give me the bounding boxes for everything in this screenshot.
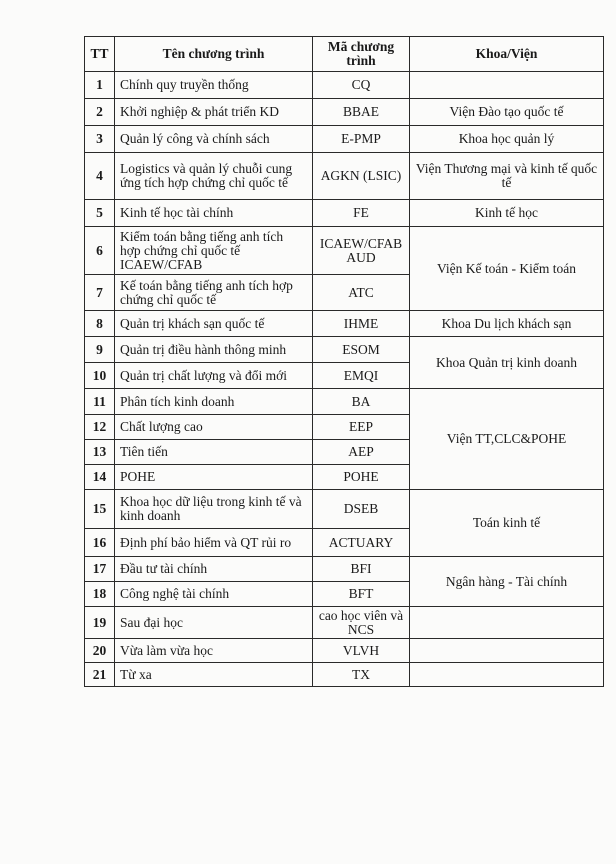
row-number: 6	[85, 227, 115, 275]
program-code: E-PMP	[313, 126, 410, 153]
program-name: Quản trị điều hành thông minh	[115, 337, 313, 363]
program-code: VLVH	[313, 639, 410, 663]
program-name: Chính quy truyền thống	[115, 72, 313, 99]
table-header-row	[85, 37, 604, 72]
faculty-cell	[410, 663, 604, 687]
program-code: CQ	[313, 72, 410, 99]
program-name: Từ xa	[115, 663, 313, 687]
row-number: 16	[85, 529, 115, 557]
table-row	[85, 639, 604, 663]
program-code: ACTUARY	[313, 529, 410, 557]
program-name: Chất lượng cao	[115, 415, 313, 440]
row-number: 4	[85, 153, 115, 200]
program-name: Kế toán bằng tiếng anh tích hợp chứng chỉ quốc tế	[115, 275, 313, 311]
header-faculty: Khoa/Viện	[410, 37, 604, 72]
faculty-cell: Viện Thương mại và kinh tế quốc tế	[410, 153, 604, 200]
faculty-cell: Kinh tế học	[410, 200, 604, 227]
header-program-name: Tên chương trình	[115, 37, 313, 72]
row-number: 11	[85, 389, 115, 415]
row-number: 15	[85, 490, 115, 529]
table-row	[85, 99, 604, 126]
row-number: 3	[85, 126, 115, 153]
faculty-cell: Viện Đào tạo quốc tế	[410, 99, 604, 126]
row-number: 21	[85, 663, 115, 687]
program-code: ICAEW/CFAB AUD	[313, 227, 410, 275]
faculty-cell: Viện TT,CLC&POHE	[410, 389, 604, 490]
program-code: IHME	[313, 311, 410, 337]
program-code: BFT	[313, 582, 410, 607]
row-number: 14	[85, 465, 115, 490]
faculty-cell	[410, 607, 604, 639]
header-program-code: Mã chương trình	[313, 37, 410, 72]
program-name: Quản trị chất lượng và đổi mới	[115, 363, 313, 389]
table-row	[85, 200, 604, 227]
program-code: AGKN (LSIC)	[313, 153, 410, 200]
program-name: Logistics và quản lý chuỗi cung ứng tích hợp chứng chỉ quốc tế	[115, 153, 313, 200]
faculty-cell: Khoa học quản lý	[410, 126, 604, 153]
row-number: 20	[85, 639, 115, 663]
table-row	[85, 72, 604, 99]
faculty-cell: Viện Kế toán - Kiểm toán	[410, 227, 604, 311]
row-number: 2	[85, 99, 115, 126]
row-number: 12	[85, 415, 115, 440]
program-name: Khởi nghiệp & phát triển KD	[115, 99, 313, 126]
table-row	[85, 557, 604, 582]
faculty-cell: Khoa Quản trị kinh doanh	[410, 337, 604, 389]
program-name: Sau đại học	[115, 607, 313, 639]
faculty-cell: Khoa Du lịch khách sạn	[410, 311, 604, 337]
program-code: AEP	[313, 440, 410, 465]
program-name: Kiểm toán bằng tiếng anh tích hợp chứng chỉ quốc tế ICAEW/CFAB	[115, 227, 313, 275]
faculty-cell: Ngân hàng - Tài chính	[410, 557, 604, 607]
program-name: Định phí bảo hiểm và QT rủi ro	[115, 529, 313, 557]
program-code: POHE	[313, 465, 410, 490]
faculty-cell	[410, 639, 604, 663]
program-name: Quản trị khách sạn quốc tế	[115, 311, 313, 337]
program-code: ESOM	[313, 337, 410, 363]
program-name: Đầu tư tài chính	[115, 557, 313, 582]
row-number: 19	[85, 607, 115, 639]
row-number: 1	[85, 72, 115, 99]
row-number: 7	[85, 275, 115, 311]
program-code: ATC	[313, 275, 410, 311]
row-number: 8	[85, 311, 115, 337]
program-table	[84, 36, 604, 687]
program-name: Tiên tiến	[115, 440, 313, 465]
row-number: 18	[85, 582, 115, 607]
program-code: BFI	[313, 557, 410, 582]
row-number: 10	[85, 363, 115, 389]
table-row	[85, 311, 604, 337]
table-row	[85, 126, 604, 153]
program-code: DSEB	[313, 490, 410, 529]
program-code: TX	[313, 663, 410, 687]
program-code: BA	[313, 389, 410, 415]
header-tt: TT	[85, 37, 115, 72]
table-row	[85, 607, 604, 639]
row-number: 5	[85, 200, 115, 227]
faculty-cell	[410, 72, 604, 99]
row-number: 13	[85, 440, 115, 465]
table-row	[85, 227, 604, 275]
program-code: EEP	[313, 415, 410, 440]
program-name: Khoa học dữ liệu trong kinh tế và kinh doanh	[115, 490, 313, 529]
table-row	[85, 663, 604, 687]
table-row	[85, 337, 604, 363]
program-code: BBAE	[313, 99, 410, 126]
program-code: cao học viên và NCS	[313, 607, 410, 639]
program-name: Kinh tế học tài chính	[115, 200, 313, 227]
program-name: Vừa làm vừa học	[115, 639, 313, 663]
program-name: Quản lý công và chính sách	[115, 126, 313, 153]
program-name: Phân tích kinh doanh	[115, 389, 313, 415]
program-code: EMQI	[313, 363, 410, 389]
table-row	[85, 389, 604, 415]
faculty-cell: Toán kinh tế	[410, 490, 604, 557]
row-number: 17	[85, 557, 115, 582]
table-row	[85, 153, 604, 200]
program-code: FE	[313, 200, 410, 227]
table-row	[85, 490, 604, 529]
program-name: POHE	[115, 465, 313, 490]
row-number: 9	[85, 337, 115, 363]
program-name: Công nghệ tài chính	[115, 582, 313, 607]
